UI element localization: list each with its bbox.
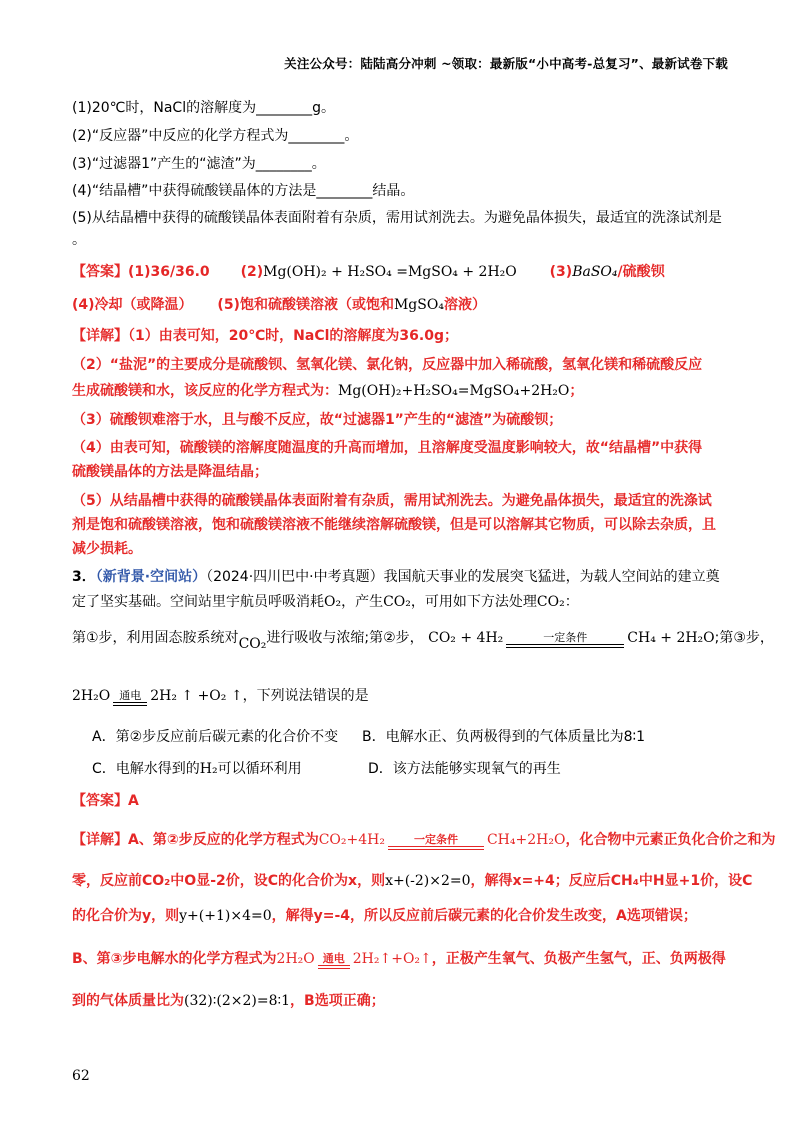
detail-3-b1-right: 2H₂↑+O₂↑ xyxy=(352,951,432,967)
question-3-tag: （新背景·空间站） xyxy=(95,569,207,585)
detail-1-formula: Mg(OH)₂+H₂SO₄=MgSO₄+2H₂O xyxy=(338,383,570,399)
detail-3-a2-eq: x+(-2)×2=0 xyxy=(385,873,471,889)
detail-3-condition-label: 一定条件 xyxy=(413,833,458,846)
option-b: B．电解水正、负两极得到的气体质量比为8∶1 xyxy=(362,729,646,745)
detail-3-a3 xyxy=(72,906,728,926)
question-3-number: 3． xyxy=(72,569,96,585)
detail-1-p4b: 硫酸镁晶体的方法是降温结晶； xyxy=(72,464,268,480)
co2-formula: CO₂ xyxy=(383,594,411,610)
question-1: (1)20℃时，NaCl的溶解度为________g。 xyxy=(72,100,335,116)
detail-1-p3: （3）硫酸钡难溶于水，且与酸不反应，故“过滤器1”产生的“滤渣”为硫酸钡； xyxy=(72,412,563,428)
step-2-condition-label: 一定条件 xyxy=(543,631,588,644)
detail-3-a3-eq: y+(+1)×4=0 xyxy=(179,908,272,924)
detail-3-a1-right: CH₄+2H₂O xyxy=(486,832,566,848)
detail-3-a2 xyxy=(72,871,753,891)
detail-1-p5a: （5）从结晶槽中获得的硫酸镁晶体表面附着有杂质，需用试剂洗去。为避免晶体损失，最适宜的洗涤试 xyxy=(72,493,712,509)
answer-2-num: (2) xyxy=(240,264,264,280)
detail-label: 【详解】 xyxy=(72,328,128,344)
answer-5-post: 溶液） xyxy=(443,297,486,313)
answer-3 xyxy=(72,791,728,811)
detail-1-p2b-text: 生成硫酸镁和水，该反应的化学方程式为： xyxy=(72,383,338,399)
o2-formula: O₂ xyxy=(324,594,342,610)
question-3-steps-line xyxy=(72,628,774,652)
co2-formula-2: CO₂ xyxy=(536,594,565,610)
question-3-text-2a: 定了坚实基础。空间站里宇航员呼吸消耗 xyxy=(72,594,324,610)
step-1-text: 第①步，利用固态胺系统对 xyxy=(72,630,239,646)
detail-3-a1-post: ，化合物中元素正负化合价之和为 xyxy=(565,832,776,848)
page-number: 62 xyxy=(72,1068,90,1084)
detail-1-p4a: （4）由表可知，硫酸镁的溶解度随温度的升高而增加，且溶解度受温度影响较大，故“结晶槽”中获得 xyxy=(72,440,703,456)
answer-5-pre: (5)饱和硫酸镁溶液（或饱和 xyxy=(217,297,394,313)
answer-3-num: (3) xyxy=(549,264,573,280)
detail-3-b1-left: 2H₂O xyxy=(276,951,315,967)
question-3-text-2c: ，可用如下方法处理 xyxy=(410,594,537,610)
answer-5-formula: MgSO₄ xyxy=(393,297,444,313)
step-1-formula: CO₂ xyxy=(238,636,267,652)
detail-3-b1-pre: B、第③步电解水的化学方程式为 xyxy=(72,951,277,967)
question-2: (2)“反应器”中反应的化学方程式为________。 xyxy=(72,128,359,144)
answer-3-label: 【答案】 xyxy=(72,793,128,809)
answer-2-formula: Mg(OH)₂ + H₂SO₄ =MgSO₄ + 2H₂O xyxy=(263,264,517,280)
detail-1-p1 xyxy=(72,326,728,346)
detail-3-a1 xyxy=(72,830,776,850)
step-3-reactants: 2H₂O xyxy=(72,688,111,704)
detail-3-label: 【详解】 xyxy=(72,832,128,848)
detail-3-a2-mid: ，解得x=+4；反应后CH₄中H显+1价，设C xyxy=(470,873,753,889)
detail-3-b2-eq: (32)∶(2×2)=8∶1 xyxy=(184,993,291,1009)
detail-1-p2b xyxy=(72,381,728,401)
detail-3-b1-condition xyxy=(318,953,350,969)
detail-3-a2-pre: 零，反应前CO₂中O显-2价，设C的化合价为x，则 xyxy=(72,873,386,889)
option-d: D．该方法能够实现氧气的再生 xyxy=(368,761,561,777)
detail-1-p2a: （2）“盐泥”的主要成分是硫酸钡、氢氧化镁、氯化钠，反应器中加入稀硫酸，氢氧化镁和稀硫酸反应 xyxy=(72,357,703,373)
detail-1-text: （1）由表可知，20℃时，NaCl的溶解度为36.0g； xyxy=(128,328,458,344)
step-3-end: ，下列说法错误的是 xyxy=(242,688,369,704)
question-5-end: 。 xyxy=(72,232,86,248)
step-2-reactants: CO₂ + 4H₂ xyxy=(428,630,504,646)
detail-3-b2-post: ，B选项正确； xyxy=(290,993,385,1009)
question-3-line-2 xyxy=(72,592,728,612)
question-3-text-2b: ，产生 xyxy=(341,594,384,610)
answer-1: (1)36/36.0 xyxy=(128,264,210,280)
answer-3-value: A xyxy=(128,793,139,809)
detail-3-b1 xyxy=(72,949,728,969)
answer-4: (4)冷却（或降温） xyxy=(72,297,193,313)
step-2-end: ;第③步， xyxy=(714,630,774,646)
detail-3-b1-condition-label: 通电 xyxy=(322,952,345,965)
answer-line-2 xyxy=(72,295,728,315)
question-3: (3)“过滤器1”产生的“滤渣”为________。 xyxy=(72,156,326,172)
answer-3-formula: BaSO₄ xyxy=(572,264,618,280)
detail-1-p2-end: ； xyxy=(569,383,584,399)
detail-1-p5c: 减少损耗。 xyxy=(72,541,142,557)
step-3-condition-label: 通电 xyxy=(119,689,142,702)
option-c-post: 可以循环利用 xyxy=(217,761,302,777)
step-2-condition xyxy=(506,632,624,648)
answer-label: 【答案】 xyxy=(72,264,128,280)
question-3-text-1: （2024·四川巴中·中考真题）我国航天事业的发展突飞猛进，为载人空间站的建立奠 xyxy=(206,569,720,585)
question-5: (5)从结晶槽中获得的硫酸镁晶体表面附着有杂质，需用试剂洗去。为避免晶体损失，最适宜的洗涤试剂是 xyxy=(72,210,722,226)
detail-3-a3-pre: 的化合价为y，则 xyxy=(72,908,180,924)
detail-3-a1-left: CO₂+4H₂ xyxy=(318,832,385,848)
detail-3-condition xyxy=(388,834,484,850)
detail-3-b2 xyxy=(72,991,728,1011)
option-a: A．第②步反应前后碳元素的化合价不变 xyxy=(92,729,339,745)
question-4: (4)“结晶槽”中获得硫酸镁晶体的方法是________结晶。 xyxy=(72,183,415,199)
answer-line-1 xyxy=(72,262,728,282)
question-3-text-2d: ： xyxy=(564,594,579,610)
detail-1-p5b: 剂是饱和硫酸镁溶液，饱和硫酸镁溶液不能继续溶解硫酸镁，但是可以溶解其它物质，可以除去杂质，且 xyxy=(72,517,716,533)
question-3-line-1 xyxy=(72,567,728,587)
question-3-step-3 xyxy=(72,686,728,706)
answer-3-text: /硫酸钡 xyxy=(617,264,665,280)
option-c-pre: C．电解水得到的 xyxy=(92,761,200,777)
option-c-formula: H₂ xyxy=(199,761,218,777)
step-2-products: CH₄ + 2H₂O xyxy=(627,630,715,646)
detail-3-b2-pre: 到的气体质量比为 xyxy=(72,993,184,1009)
detail-3-b1-post: ，正极产生氧气、负极产生氢气，正、负两极得 xyxy=(431,951,726,967)
step-1-text-b: 进行吸收与浓缩;第②步， xyxy=(266,630,424,646)
step-3-condition xyxy=(113,690,147,706)
page-header: 关注公众号：陆陆高分冲刺 ~领取：最新版“小中高考-总复习”、最新试卷下载 xyxy=(284,56,728,71)
detail-3-a1-pre: A、第②步反应的化学方程式为 xyxy=(128,832,319,848)
step-3-products: 2H₂ ↑ +O₂ ↑ xyxy=(150,688,243,704)
detail-3-a3-post: ，解得y=-4，所以反应前后碳元素的化合价发生改变，A选项错误； xyxy=(271,908,697,924)
